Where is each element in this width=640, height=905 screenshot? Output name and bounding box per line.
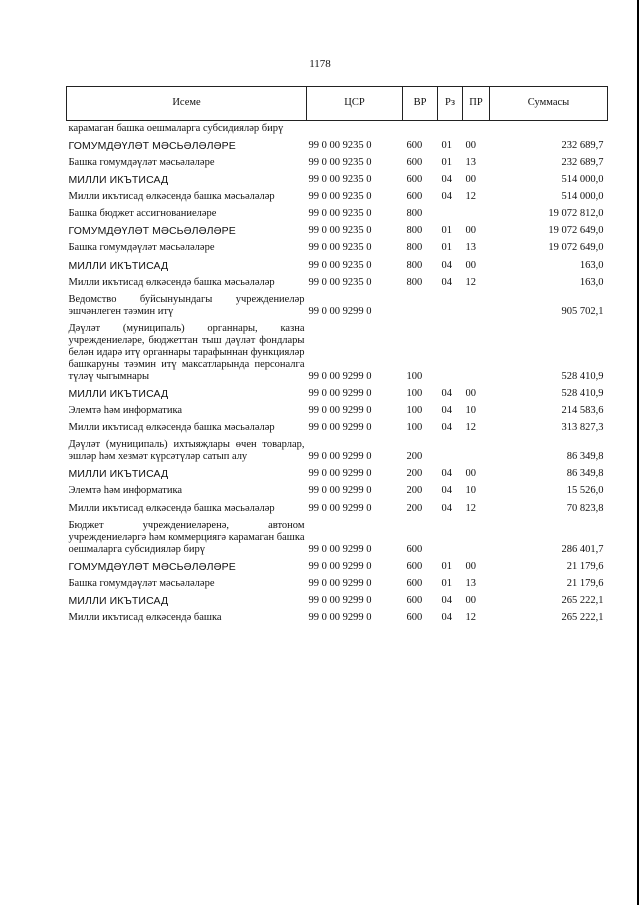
cell-csr: 99 0 00 9235 0 (308, 242, 372, 254)
cell-csr: 99 0 00 9235 0 (308, 191, 372, 203)
cell-rz: 04 (441, 259, 452, 271)
cell-vr: 800 (406, 208, 423, 220)
cell-csr: 99 0 00 9299 0 (308, 405, 372, 417)
cell-name: Милли икътисад өлкәсендә башка мәсьәләләр (68, 276, 275, 288)
cell-csr (307, 121, 403, 139)
cell-rz: 04 (441, 405, 452, 417)
cell-name: МИЛЛИ ИКЪТИСАД (68, 594, 169, 607)
cell-pr: 10 (465, 485, 476, 497)
cell-rz: 04 (441, 191, 452, 203)
cell-pr (463, 121, 490, 139)
cell-rz (438, 518, 463, 559)
cell-pr (463, 321, 490, 386)
table-row (67, 258, 608, 275)
table-row (67, 206, 608, 223)
cell-sum: 70 823,8 (566, 502, 604, 514)
cell-vr: 100 (406, 388, 423, 400)
cell-vr: 200 (406, 485, 423, 497)
cell-csr: 99 0 00 9299 0 (308, 577, 372, 589)
cell-csr: 99 0 00 9235 0 (308, 140, 372, 152)
cell-vr: 800 (406, 225, 423, 237)
cell-rz (438, 206, 463, 223)
cell-csr: 99 0 00 9299 0 (308, 451, 372, 463)
cell-sum: 21 179,6 (566, 560, 604, 572)
cell-rz: 04 (441, 485, 452, 497)
header-csr: ЦСР (307, 87, 403, 121)
cell-rz: 04 (441, 422, 452, 434)
cell-vr: 600 (406, 594, 423, 606)
cell-pr: 13 (465, 157, 476, 169)
cell-sum: 214 583,6 (561, 405, 604, 417)
cell-pr: 13 (465, 242, 476, 254)
table-row (67, 610, 608, 627)
header-vr: ВР (403, 87, 438, 121)
cell-vr: 600 (406, 191, 423, 203)
cell-csr: 99 0 00 9299 0 (308, 305, 372, 317)
cell-csr: 99 0 00 9299 0 (308, 594, 372, 606)
table-row (67, 275, 608, 292)
cell-csr: 99 0 00 9235 0 (308, 174, 372, 186)
cell-pr: 13 (465, 577, 476, 589)
cell-pr: 00 (465, 140, 476, 152)
cell-vr (403, 292, 438, 321)
cell-pr (463, 437, 490, 466)
cell-pr: 00 (465, 468, 476, 480)
cell-vr: 600 (406, 611, 423, 623)
cell-sum: 163,0 (579, 276, 604, 288)
table-row (67, 155, 608, 172)
cell-name: ГОМУМДӘҮЛӘТ МӘСЬӘЛӘЛӘРЕ (68, 560, 236, 573)
table-row (67, 501, 608, 518)
header-sum: Суммасы (490, 87, 608, 121)
table-header-row (67, 87, 608, 121)
cell-pr (463, 292, 490, 321)
cell-csr: 99 0 00 9235 0 (308, 259, 372, 271)
cell-name: Милли икътисад өлкәсендә башка мәсьәләләр (68, 422, 275, 434)
scan-edge-line (637, 0, 639, 905)
cell-pr: 12 (465, 276, 476, 288)
cell-name: Дәүләт (муниципаль) органнары, казна учреждениеләре, бюджеттан тыш дәүләт фондлары белән идарә итү органнары тарафыннан функцияләр башкаруны тәэмин итү максатларында персоналга түләү чыгымнары (68, 322, 305, 382)
cell-pr: 12 (465, 502, 476, 514)
cell-vr: 200 (406, 468, 423, 480)
cell-name: Милли икътисад өлкәсендә башка мәсьәләләр (68, 502, 275, 514)
cell-name: Элемтә һәм информатика (68, 485, 183, 497)
cell-name: Элемтә һәм информатика (68, 405, 183, 417)
cell-name: Ведомство буйсынуындагы учреждениеләр эшчәнлеген тәэмин итү (68, 293, 305, 317)
cell-sum: 286 401,7 (561, 543, 604, 555)
table-row (67, 518, 608, 559)
cell-rz (438, 321, 463, 386)
cell-pr (463, 518, 490, 559)
cell-name: Башка гомумдәүләт мәсьәләләре (68, 577, 215, 589)
cell-vr: 800 (406, 242, 423, 254)
table-row (67, 403, 608, 420)
cell-vr: 600 (406, 157, 423, 169)
cell-sum: 528 410,9 (561, 388, 604, 400)
cell-name: Башка гомумдәүләт мәсьәләләре (68, 157, 215, 169)
cell-name: Бюджет учреждениеләренә, автоном учреждениеләргә һәм коммерциягә карамаган башка оешмаларга субсидияләр бирү (68, 519, 305, 555)
cell-sum: 163,0 (579, 259, 604, 271)
cell-pr (463, 206, 490, 223)
cell-rz: 04 (441, 502, 452, 514)
cell-rz (438, 437, 463, 466)
cell-csr: 99 0 00 9299 0 (308, 502, 372, 514)
cell-name: Милли икътисад өлкәсендә башка (68, 611, 222, 623)
table-row (67, 466, 608, 483)
cell-vr: 100 (406, 405, 423, 417)
cell-pr: 10 (465, 405, 476, 417)
cell-name: МИЛЛИ ИКЪТИСАД (68, 259, 169, 272)
cell-vr: 800 (406, 259, 423, 271)
table-row (67, 437, 608, 466)
table-row (67, 292, 608, 321)
cell-sum: 21 179,6 (566, 577, 604, 589)
cell-name: Дәүләт (муниципаль) ихтыяҗлары өчен товарлар, эшләр һәм хезмәт күрсәтүләр сатып алу (68, 439, 305, 463)
cell-sum: 15 526,0 (566, 485, 604, 497)
cell-csr: 99 0 00 9235 0 (308, 208, 372, 220)
cell-rz: 01 (441, 577, 452, 589)
cell-sum: 514 000,0 (561, 191, 604, 203)
cell-sum: 265 222,1 (561, 594, 604, 606)
cell-vr: 100 (406, 371, 423, 382)
cell-rz: 04 (441, 611, 452, 623)
cell-vr: 600 (406, 560, 423, 572)
cell-name: МИЛЛИ ИКЪТИСАД (68, 174, 169, 187)
cell-rz: 04 (441, 174, 452, 186)
header-name: Исеме (67, 87, 307, 121)
budget-table (66, 86, 608, 627)
cell-rz: 04 (441, 594, 452, 606)
cell-sum: 905 702,1 (561, 305, 604, 317)
cell-name: Башка бюджет ассигнованиеләре (68, 208, 217, 220)
header-pr: ПР (463, 87, 490, 121)
cell-sum (490, 121, 608, 139)
cell-pr: 00 (465, 388, 476, 400)
cell-pr: 00 (465, 174, 476, 186)
table-body (67, 121, 608, 628)
cell-sum: 514 000,0 (561, 174, 604, 186)
cell-csr: 99 0 00 9299 0 (308, 422, 372, 434)
cell-rz: 01 (441, 225, 452, 237)
cell-sum: 19 072 649,0 (548, 242, 604, 254)
table-row (67, 576, 608, 593)
cell-name: МИЛЛИ ИКЪТИСАД (68, 468, 169, 481)
cell-pr: 00 (465, 259, 476, 271)
cell-pr: 00 (465, 225, 476, 237)
cell-vr: 100 (406, 422, 423, 434)
cell-csr: 99 0 00 9299 0 (308, 468, 372, 480)
cell-csr: 99 0 00 9299 0 (308, 388, 372, 400)
page-number: 1178 (309, 58, 331, 70)
table-row (67, 240, 608, 257)
cell-csr: 99 0 00 9299 0 (308, 543, 372, 555)
table-row (67, 420, 608, 437)
cell-csr: 99 0 00 9299 0 (308, 485, 372, 497)
cell-sum: 86 349,8 (566, 451, 604, 463)
header-rz: Рз (438, 87, 463, 121)
cell-csr: 99 0 00 9235 0 (308, 157, 372, 169)
cell-vr: 600 (406, 140, 423, 152)
table-row (67, 121, 608, 139)
cell-rz: 01 (441, 140, 452, 152)
table-row (67, 321, 608, 386)
cell-csr: 99 0 00 9299 0 (308, 611, 372, 623)
cell-pr: 00 (465, 594, 476, 606)
table-row (67, 223, 608, 240)
cell-rz (438, 292, 463, 321)
cell-rz: 04 (441, 276, 452, 288)
cell-name: Милли икътисад өлкәсендә башка мәсьәләләр (68, 191, 275, 203)
cell-sum: 265 222,1 (561, 611, 604, 623)
cell-pr: 00 (465, 560, 476, 572)
cell-name: ГОМУМДӘҮЛӘТ МӘСЬӘЛӘЛӘРЕ (68, 140, 236, 153)
table-row (67, 559, 608, 576)
cell-name: ГОМУМДӘҮЛӘТ МӘСЬӘЛӘЛӘРЕ (68, 225, 236, 238)
cell-rz: 04 (441, 388, 452, 400)
cell-vr: 600 (406, 543, 423, 555)
cell-csr: 99 0 00 9299 0 (308, 371, 372, 382)
cell-pr: 12 (465, 191, 476, 203)
cell-vr (403, 121, 438, 139)
cell-sum: 86 349,8 (566, 468, 604, 480)
cell-rz (438, 121, 463, 139)
cell-sum: 528 410,9 (561, 371, 604, 382)
cell-sum: 232 689,7 (561, 157, 604, 169)
cell-rz: 01 (441, 242, 452, 254)
cell-vr: 200 (406, 502, 423, 514)
cell-rz: 01 (441, 560, 452, 572)
cell-csr: 99 0 00 9299 0 (308, 560, 372, 572)
table-row (67, 189, 608, 206)
cell-vr: 600 (406, 577, 423, 589)
cell-sum: 19 072 812,0 (548, 208, 604, 220)
cell-rz: 04 (441, 468, 452, 480)
cell-sum: 19 072 649,0 (548, 225, 604, 237)
cell-name: Башка гомумдәүләт мәсьәләләре (68, 242, 215, 254)
table-row (67, 138, 608, 155)
cell-sum: 232 689,7 (561, 140, 604, 152)
cell-vr: 800 (406, 276, 423, 288)
table-row (67, 386, 608, 403)
cell-vr: 600 (406, 174, 423, 186)
table-row (67, 593, 608, 610)
cell-pr: 12 (465, 611, 476, 623)
cell-name: карамаган башка оешмаларга субсидияләр бирү (68, 123, 284, 134)
cell-sum: 313 827,3 (561, 422, 604, 434)
cell-vr: 200 (406, 451, 423, 463)
cell-csr: 99 0 00 9235 0 (308, 276, 372, 288)
table-row (67, 483, 608, 500)
cell-rz: 01 (441, 157, 452, 169)
cell-pr: 12 (465, 422, 476, 434)
cell-csr: 99 0 00 9235 0 (308, 225, 372, 237)
table-row (67, 172, 608, 189)
cell-name: МИЛЛИ ИКЪТИСАД (68, 388, 169, 401)
